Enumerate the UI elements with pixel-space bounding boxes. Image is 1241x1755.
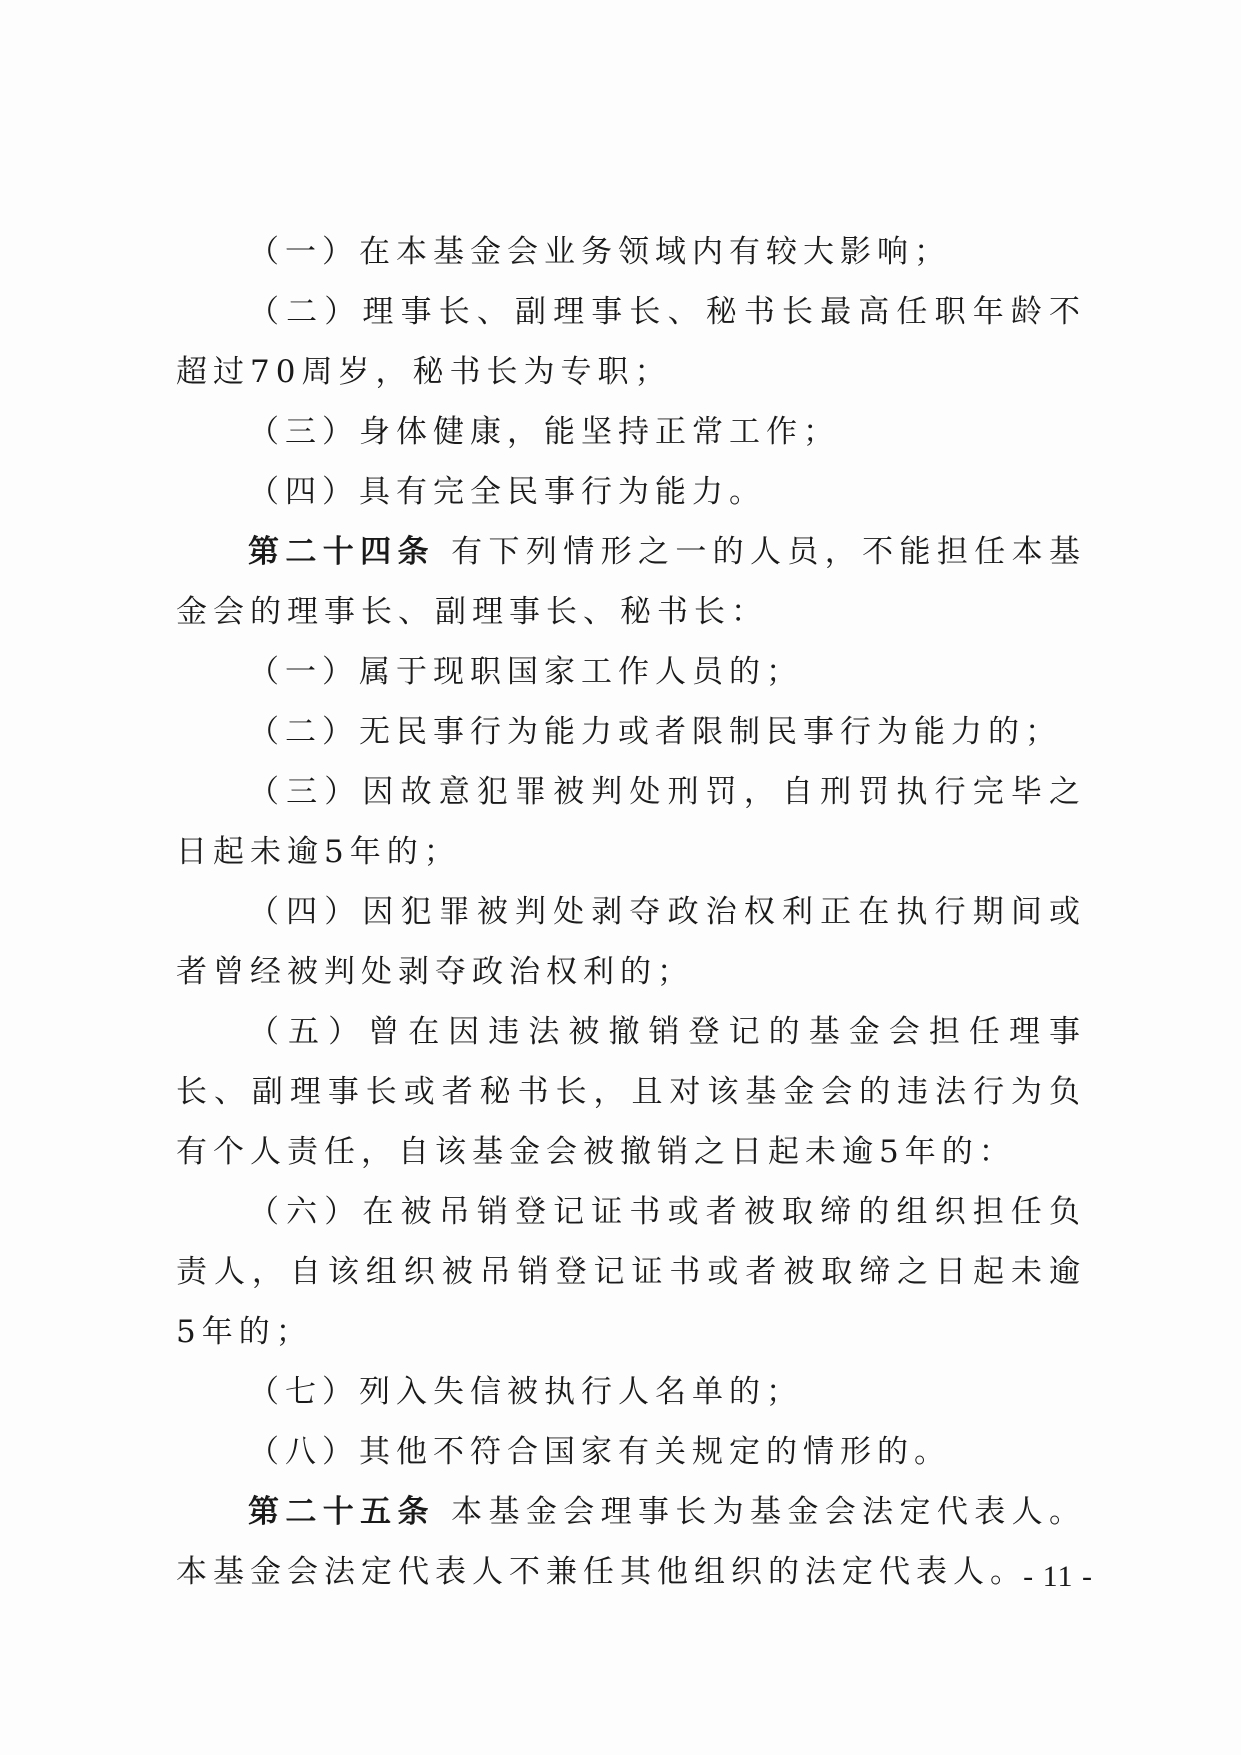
- clause-paragraph: [176, 402, 1086, 462]
- page-body: [176, 222, 1086, 1602]
- clause-text: （三）因故意犯罪被判处刑罚，自刑罚执行完毕之日起未逾5年的；: [176, 774, 1086, 870]
- clause-text: （三）身体健康，能坚持正常工作；: [248, 414, 840, 450]
- clause-text: （四）因犯罪被判处剥夺政治权利正在执行期间或者曾经被判处剥夺政治权利的；: [176, 894, 1086, 990]
- clause-text: （七）列入失信被执行人名单的；: [248, 1374, 803, 1410]
- article-paragraph: [176, 522, 1086, 642]
- clause-text: （一）属于现职国家工作人员的；: [248, 654, 803, 690]
- article-paragraph: [176, 1482, 1086, 1602]
- clause-text: （四）具有完全民事行为能力。: [248, 474, 766, 510]
- page-number: - 11 -: [1023, 1560, 1093, 1593]
- clause-paragraph: [176, 1182, 1086, 1362]
- clause-text: （二）无民事行为能力或者限制民事行为能力的；: [248, 714, 1062, 750]
- clause-text: （二）理事长、副理事长、秘书长最高任职年龄不超过70周岁，秘书长为专职；: [176, 294, 1086, 390]
- clause-text: （五）曾在因违法被撤销登记的基金会担任理事长、副理事长或者秘书长，且对该基金会的违法行为负有个人责任，自该基金会被撤销之日起未逾5年的：: [176, 1014, 1086, 1170]
- clause-paragraph: [176, 282, 1086, 402]
- article-text: 本基金会理事长为基金会法定代表人。本基金会法定代表人不兼任其他组织的法定代表人。: [176, 1494, 1087, 1590]
- clause-paragraph: [176, 462, 1086, 522]
- clause-paragraph: [176, 1422, 1086, 1482]
- clause-paragraph: [176, 1362, 1086, 1422]
- clause-paragraph: [176, 702, 1086, 762]
- clause-text: （六）在被吊销登记证书或者被取缔的组织担任负责人，自该组织被吊销登记证书或者被取缔之日起未逾5年的；: [176, 1194, 1086, 1350]
- article-heading: 第二十四条: [248, 534, 435, 570]
- clause-paragraph: [176, 1002, 1086, 1182]
- clause-paragraph: [176, 642, 1086, 702]
- article-heading: 第二十五条: [248, 1494, 435, 1530]
- article-text: 有下列情形之一的人员，不能担任本基金会的理事长、副理事长、秘书长：: [176, 534, 1087, 630]
- clause-text: （八）其他不符合国家有关规定的情形的。: [248, 1434, 951, 1470]
- clause-paragraph: [176, 222, 1086, 282]
- clause-text: （一）在本基金会业务领域内有较大影响；: [248, 234, 951, 270]
- clause-paragraph: [176, 882, 1086, 1002]
- clause-paragraph: [176, 762, 1086, 882]
